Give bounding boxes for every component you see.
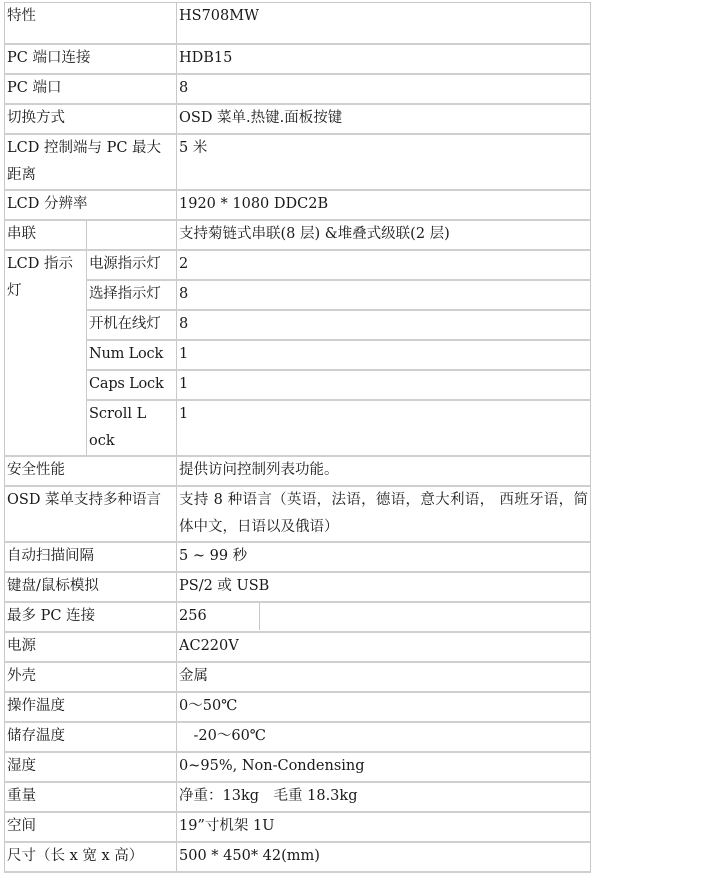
spec-label: PC 端口连接 <box>5 44 177 74</box>
spec-label: OSD 菜单支持多种语言 <box>5 486 177 542</box>
table-row <box>5 722 591 752</box>
spec-label: 最多 PC 连接 <box>5 602 177 632</box>
table-row <box>5 752 591 782</box>
spec-value: 0~95%, Non-Condensing <box>177 752 591 782</box>
table-row <box>5 542 591 572</box>
table-row <box>5 190 591 220</box>
sub-label-text: Scroll Lock <box>89 406 147 449</box>
sub-label: Caps Lock <box>87 370 177 400</box>
table-row <box>5 340 591 370</box>
empty-cell <box>87 220 177 250</box>
spec-value: HDB15 <box>177 44 591 74</box>
spec-label: LCD 控制端与 PC 最大距离 <box>5 134 177 190</box>
spec-label: 外壳 <box>5 662 177 692</box>
sub-label: Num Lock <box>87 340 177 370</box>
spec-label: 安全性能 <box>5 456 177 486</box>
spec-value: 1 <box>177 400 591 456</box>
table-row <box>5 44 591 74</box>
spec-label: 重量 <box>5 782 177 812</box>
table-row <box>5 602 591 632</box>
spec-value-cell <box>177 602 591 632</box>
spec-value: 256 <box>179 603 260 630</box>
table-row <box>5 692 591 722</box>
sub-label <box>87 400 177 456</box>
spec-value: 1 <box>177 340 591 370</box>
table-row <box>5 370 591 400</box>
spec-value: PS/2 或 USB <box>177 572 591 602</box>
spec-label: LCD 分辨率 <box>5 190 177 220</box>
spec-value: OSD 菜单.热键.面板按键 <box>177 104 591 134</box>
spec-value: 支持菊链式串联(8 层) &堆叠式级联(2 层) <box>177 220 591 250</box>
table-row <box>5 220 591 250</box>
table-row <box>5 486 591 542</box>
table-row <box>5 572 591 602</box>
table-row <box>5 632 591 662</box>
sub-label: 电源指示灯 <box>87 250 177 280</box>
sub-label: 选择指示灯 <box>87 280 177 310</box>
table-row <box>5 310 591 340</box>
spec-value: 0～50℃ <box>177 692 591 722</box>
spec-label: 电源 <box>5 632 177 662</box>
table-row <box>5 456 591 486</box>
spec-label: PC 端口 <box>5 74 177 104</box>
spec-value: -20～60℃ <box>177 722 591 752</box>
table-row <box>5 134 591 190</box>
spec-value: 提供访问控制列表功能。 <box>177 456 591 486</box>
spec-label: 串联 <box>5 220 87 250</box>
spec-value: AC220V <box>177 632 591 662</box>
table-row <box>5 400 591 456</box>
spec-value: 8 <box>177 310 591 340</box>
spec-value: 5 米 <box>177 134 591 190</box>
spec-value: HS708MW <box>177 3 591 45</box>
spec-label: 键盘/鼠标模拟 <box>5 572 177 602</box>
spec-label: 空间 <box>5 812 177 842</box>
spec-label: 操作温度 <box>5 692 177 722</box>
spec-label: 湿度 <box>5 752 177 782</box>
spec-label: 尺寸（长 x 宽 x 高） <box>5 842 177 872</box>
table-row <box>5 280 591 310</box>
sub-label: 开机在线灯 <box>87 310 177 340</box>
spec-value: 8 <box>177 280 591 310</box>
spec-label: 切换方式 <box>5 104 177 134</box>
table-row <box>5 3 591 45</box>
spec-value: 19”寸机架 1U <box>177 812 591 842</box>
spec-table <box>4 2 591 873</box>
spec-label: 自动扫描间隔 <box>5 542 177 572</box>
table-row <box>5 842 591 872</box>
table-row <box>5 662 591 692</box>
spec-value: 8 <box>177 74 591 104</box>
spec-label: 特性 <box>5 3 177 45</box>
spec-value: 1 <box>177 370 591 400</box>
spec-value: 2 <box>177 250 591 280</box>
spec-value: 金属 <box>177 662 591 692</box>
table-row <box>5 250 591 280</box>
table-row <box>5 782 591 812</box>
spec-value: 净重：13kg 毛重 18.3kg <box>177 782 591 812</box>
spec-value: 支持 8 种语言（英语，法语，德语，意大利语， 西班牙语，简体中文，日语以及俄语） <box>177 486 591 542</box>
spec-value: 500 * 450* 42(mm) <box>177 842 591 872</box>
spec-value: 5 ~ 99 秒 <box>177 542 591 572</box>
spec-value: 1920 * 1080 DDC2B <box>177 190 591 220</box>
spec-label: LCD 指示灯 <box>5 250 87 456</box>
table-row <box>5 104 591 134</box>
table-row <box>5 74 591 104</box>
spec-label: 储存温度 <box>5 722 177 752</box>
table-row <box>5 812 591 842</box>
